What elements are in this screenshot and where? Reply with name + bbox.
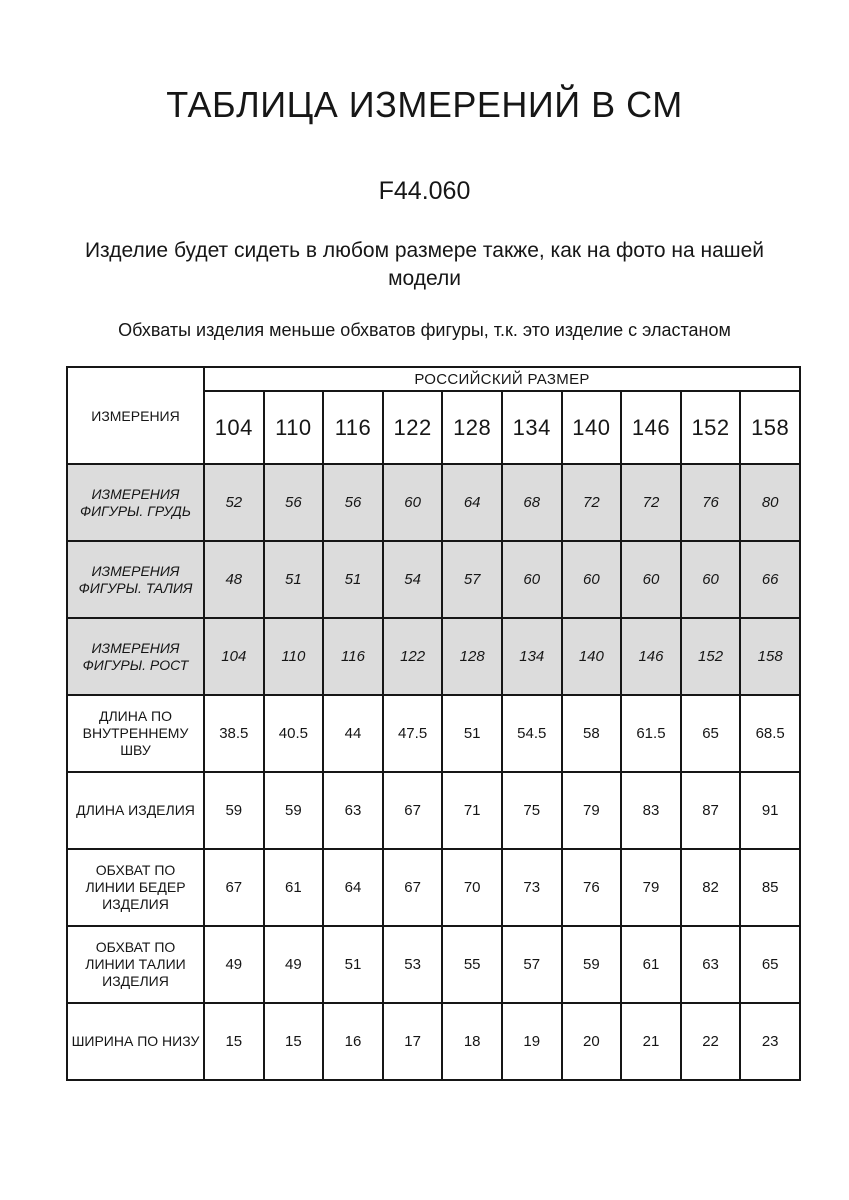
value-cell: 59 (204, 772, 264, 849)
value-cell: 60 (621, 541, 681, 618)
value-cell: 60 (383, 464, 443, 541)
value-cell: 57 (502, 926, 562, 1003)
value-cell: 51 (442, 695, 502, 772)
table-row (67, 695, 800, 772)
size-header-cell: 122 (383, 391, 443, 464)
size-header-cell: 110 (264, 391, 324, 464)
row-label: ОБХВАТ ПО ЛИНИИ БЕДЕР ИЗДЕЛИЯ (67, 849, 204, 926)
value-cell: 56 (323, 464, 383, 541)
value-cell: 80 (740, 464, 800, 541)
value-cell: 71 (442, 772, 502, 849)
size-header-cell: 146 (621, 391, 681, 464)
value-cell: 65 (681, 695, 741, 772)
value-cell: 53 (383, 926, 443, 1003)
measurements-body (67, 464, 800, 1080)
value-cell: 152 (681, 618, 741, 695)
value-cell: 79 (621, 849, 681, 926)
value-cell: 67 (204, 849, 264, 926)
row-label: ИЗМЕРЕНИЯ ФИГУРЫ. ГРУДЬ (67, 464, 204, 541)
row-label: ДЛИНА ПО ВНУТРЕННЕМУ ШВУ (67, 695, 204, 772)
value-cell: 82 (681, 849, 741, 926)
table-row (67, 772, 800, 849)
value-cell: 158 (740, 618, 800, 695)
value-cell: 16 (323, 1003, 383, 1080)
value-cell: 59 (264, 772, 324, 849)
value-cell: 65 (740, 926, 800, 1003)
value-cell: 51 (264, 541, 324, 618)
value-cell: 48 (204, 541, 264, 618)
table-row (67, 541, 800, 618)
size-header-cell: 158 (740, 391, 800, 464)
value-cell: 91 (740, 772, 800, 849)
value-cell: 17 (383, 1003, 443, 1080)
group-header-row (67, 367, 800, 391)
value-cell: 63 (323, 772, 383, 849)
corner-header: ИЗМЕРЕНИЯ (67, 367, 204, 464)
value-cell: 67 (383, 849, 443, 926)
value-cell: 61 (264, 849, 324, 926)
table-row (67, 849, 800, 926)
value-cell: 21 (621, 1003, 681, 1080)
value-cell: 58 (562, 695, 622, 772)
value-cell: 56 (264, 464, 324, 541)
value-cell: 64 (323, 849, 383, 926)
value-cell: 51 (323, 541, 383, 618)
row-label: ИЗМЕРЕНИЯ ФИГУРЫ. ТАЛИЯ (67, 541, 204, 618)
value-cell: 15 (204, 1003, 264, 1080)
value-cell: 54.5 (502, 695, 562, 772)
value-cell: 57 (442, 541, 502, 618)
row-label: ДЛИНА ИЗДЕЛИЯ (67, 772, 204, 849)
fit-note: Изделие будет сидеть в любом размере также, как на фото на нашей модели (84, 239, 765, 290)
value-cell: 18 (442, 1003, 502, 1080)
size-header-cell: 140 (562, 391, 622, 464)
value-cell: 134 (502, 618, 562, 695)
value-cell: 23 (740, 1003, 800, 1080)
value-cell: 146 (621, 618, 681, 695)
value-cell: 55 (442, 926, 502, 1003)
value-cell: 60 (502, 541, 562, 618)
value-cell: 75 (502, 772, 562, 849)
value-cell: 40.5 (264, 695, 324, 772)
value-cell: 61 (621, 926, 681, 1003)
value-cell: 70 (442, 849, 502, 926)
value-cell: 68 (502, 464, 562, 541)
table-row (67, 1003, 800, 1080)
size-header-cell: 116 (323, 391, 383, 464)
value-cell: 44 (323, 695, 383, 772)
table-row (67, 464, 800, 541)
value-cell: 116 (323, 618, 383, 695)
value-cell: 73 (502, 849, 562, 926)
value-cell: 68.5 (740, 695, 800, 772)
value-cell: 85 (740, 849, 800, 926)
value-cell: 60 (681, 541, 741, 618)
value-cell: 67 (383, 772, 443, 849)
value-cell: 51 (323, 926, 383, 1003)
value-cell: 59 (562, 926, 622, 1003)
table-row (67, 618, 800, 695)
value-cell: 63 (681, 926, 741, 1003)
value-cell: 60 (562, 541, 622, 618)
row-label: ОБХВАТ ПО ЛИНИИ ТАЛИИ ИЗДЕЛИЯ (67, 926, 204, 1003)
measurements-table (66, 366, 801, 1081)
value-cell: 122 (383, 618, 443, 695)
russian-size-group-header: РОССИЙСКИЙ РАЗМЕР (204, 367, 800, 391)
value-cell: 20 (562, 1003, 622, 1080)
value-cell: 15 (264, 1003, 324, 1080)
size-header-cell: 152 (681, 391, 741, 464)
size-header-cell: 134 (502, 391, 562, 464)
value-cell: 49 (264, 926, 324, 1003)
page-title: ТАБЛИЦА ИЗМЕРЕНИЙ В СМ (166, 84, 683, 125)
value-cell: 19 (502, 1003, 562, 1080)
value-cell: 22 (681, 1003, 741, 1080)
value-cell: 72 (621, 464, 681, 541)
value-cell: 76 (562, 849, 622, 926)
elastane-note: Обхваты изделия меньше обхватов фигуры, т.к. это изделие с эластаном (118, 320, 731, 340)
value-cell: 49 (204, 926, 264, 1003)
value-cell: 110 (264, 618, 324, 695)
value-cell: 76 (681, 464, 741, 541)
table-row (67, 926, 800, 1003)
value-cell: 72 (562, 464, 622, 541)
value-cell: 52 (204, 464, 264, 541)
value-cell: 79 (562, 772, 622, 849)
row-label: ШИРИНА ПО НИЗУ (67, 1003, 204, 1080)
value-cell: 140 (562, 618, 622, 695)
value-cell: 66 (740, 541, 800, 618)
value-cell: 64 (442, 464, 502, 541)
value-cell: 61.5 (621, 695, 681, 772)
size-header-cell: 128 (442, 391, 502, 464)
row-label: ИЗМЕРЕНИЯ ФИГУРЫ. РОСТ (67, 618, 204, 695)
value-cell: 38.5 (204, 695, 264, 772)
article-code: F44.060 (378, 177, 471, 205)
value-cell: 87 (681, 772, 741, 849)
value-cell: 104 (204, 618, 264, 695)
value-cell: 128 (442, 618, 502, 695)
value-cell: 54 (383, 541, 443, 618)
size-header-cell: 104 (204, 391, 264, 464)
value-cell: 83 (621, 772, 681, 849)
value-cell: 47.5 (383, 695, 443, 772)
